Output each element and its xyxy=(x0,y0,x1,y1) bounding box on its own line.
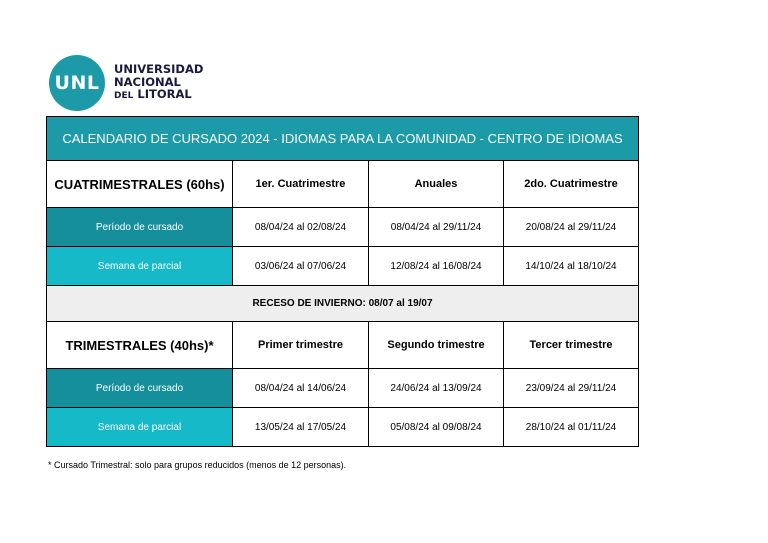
trimestrales-label: TRIMESTRALES (40hs)* xyxy=(47,322,233,369)
date-range-cell: 24/06/24 al 13/09/24 xyxy=(369,369,504,408)
cuatrimestrales-header-row xyxy=(47,161,639,208)
logo-line-3-small: DEL xyxy=(114,91,134,102)
unl-logo-mark: UNL xyxy=(49,55,105,111)
column-header: Primer trimestre xyxy=(233,322,369,369)
cuatrimestrales-label: CUATRIMESTRALES (60hs) xyxy=(47,161,233,208)
footnote: * Cursado Trimestral: solo para grupos reducidos (menos de 12 personas). xyxy=(48,460,347,470)
table-title: CALENDARIO DE CURSADO 2024 - IDIOMAS PARA LA COMUNIDAD - CENTRO DE IDIOMAS xyxy=(47,117,639,161)
date-range-cell: 14/10/24 al 18/10/24 xyxy=(504,247,639,286)
column-header: 2do. Cuatrimestre xyxy=(504,161,639,208)
date-range-cell: 12/08/24 al 16/08/24 xyxy=(369,247,504,286)
column-header: Segundo trimestre xyxy=(369,322,504,369)
calendar-table xyxy=(46,116,639,447)
date-range-cell: 08/04/24 al 02/08/24 xyxy=(233,208,369,247)
date-range-cell: 05/08/24 al 09/08/24 xyxy=(369,408,504,447)
row-label: Semana de parcial xyxy=(47,408,233,447)
date-range-cell: 23/09/24 al 29/11/24 xyxy=(504,369,639,408)
logo-line-3 xyxy=(114,88,203,103)
trimestrales-header-row xyxy=(47,322,639,369)
unl-logo xyxy=(49,55,203,111)
table-row xyxy=(47,369,639,408)
logo-line-2: NACIONAL xyxy=(114,74,181,89)
column-header: 1er. Cuatrimestre xyxy=(233,161,369,208)
table-row xyxy=(47,408,639,447)
column-header: Anuales xyxy=(369,161,504,208)
table-title-row xyxy=(47,117,639,161)
logo-line-1: UNIVERSIDAD xyxy=(114,62,204,77)
date-range-cell: 20/08/24 al 29/11/24 xyxy=(504,208,639,247)
column-header: Tercer trimestre xyxy=(504,322,639,369)
unl-logo-wordmark xyxy=(114,63,203,103)
logo-line-3-main: LITORAL xyxy=(137,87,192,102)
winter-break-label: RECESO DE INVIERNO: 08/07 al 19/07 xyxy=(47,286,639,322)
row-label: Semana de parcial xyxy=(47,247,233,286)
date-range-cell: 13/05/24 al 17/05/24 xyxy=(233,408,369,447)
table-row xyxy=(47,208,639,247)
date-range-cell: 08/04/24 al 14/06/24 xyxy=(233,369,369,408)
winter-break-row xyxy=(47,286,639,322)
date-range-cell: 03/06/24 al 07/06/24 xyxy=(233,247,369,286)
table-row xyxy=(47,247,639,286)
row-label: Período de cursado xyxy=(47,208,233,247)
date-range-cell: 08/04/24 al 29/11/24 xyxy=(369,208,504,247)
date-range-cell: 28/10/24 al 01/11/24 xyxy=(504,408,639,447)
row-label: Período de cursado xyxy=(47,369,233,408)
